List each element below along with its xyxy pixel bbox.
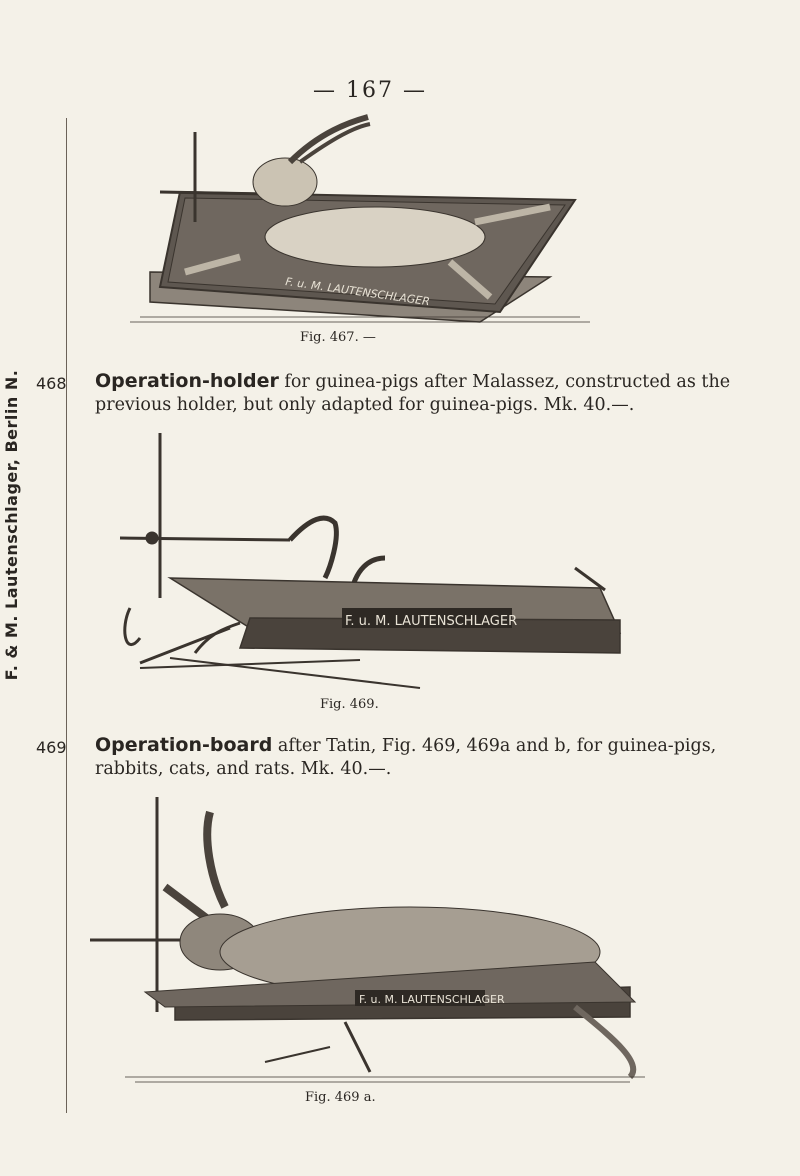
figure-469-plate-text: F. u. M. LAUTENSCHLAGER <box>345 614 518 629</box>
entry-469-title: Operation-board <box>95 734 273 756</box>
publisher-side-label: F. & M. Lautenschlager, Berlin N. <box>2 369 21 681</box>
figure-469-caption: Fig. 469. <box>320 697 379 712</box>
entry-468-description: for guinea-pigs after Malassez, constructed as the previous holder, but only adapted for guinea-pigs. Mk. 40.—. <box>95 372 731 415</box>
margin-rule <box>66 118 67 1113</box>
entry-469-description: after Tatin, Fig. 469, 469a and b, for guinea-pigs, rabbits, cats, and rats. Mk. 40.—. <box>95 736 717 779</box>
figure-469a-plate-text: F. u. M. LAUTENSCHLAGER <box>359 993 505 1006</box>
figure-469-illustration <box>110 428 630 693</box>
figure-467-illustration <box>120 112 620 327</box>
figure-467-plate-text: F. u. M. LAUTENSCHLAGER <box>284 275 431 309</box>
entry-468-text <box>95 370 765 417</box>
entry-468-title: Operation-holder <box>95 370 279 392</box>
entry-469-number: 469 <box>36 738 67 757</box>
page-number: — 167 — <box>313 78 427 103</box>
figure-469a-illustration <box>85 792 645 1092</box>
figure-467-caption: Fig. 467. — <box>300 330 376 345</box>
figure-469a-caption: Fig. 469 a. <box>305 1090 376 1105</box>
entry-468-number: 468 <box>36 374 67 393</box>
entry-469-text <box>95 734 765 781</box>
